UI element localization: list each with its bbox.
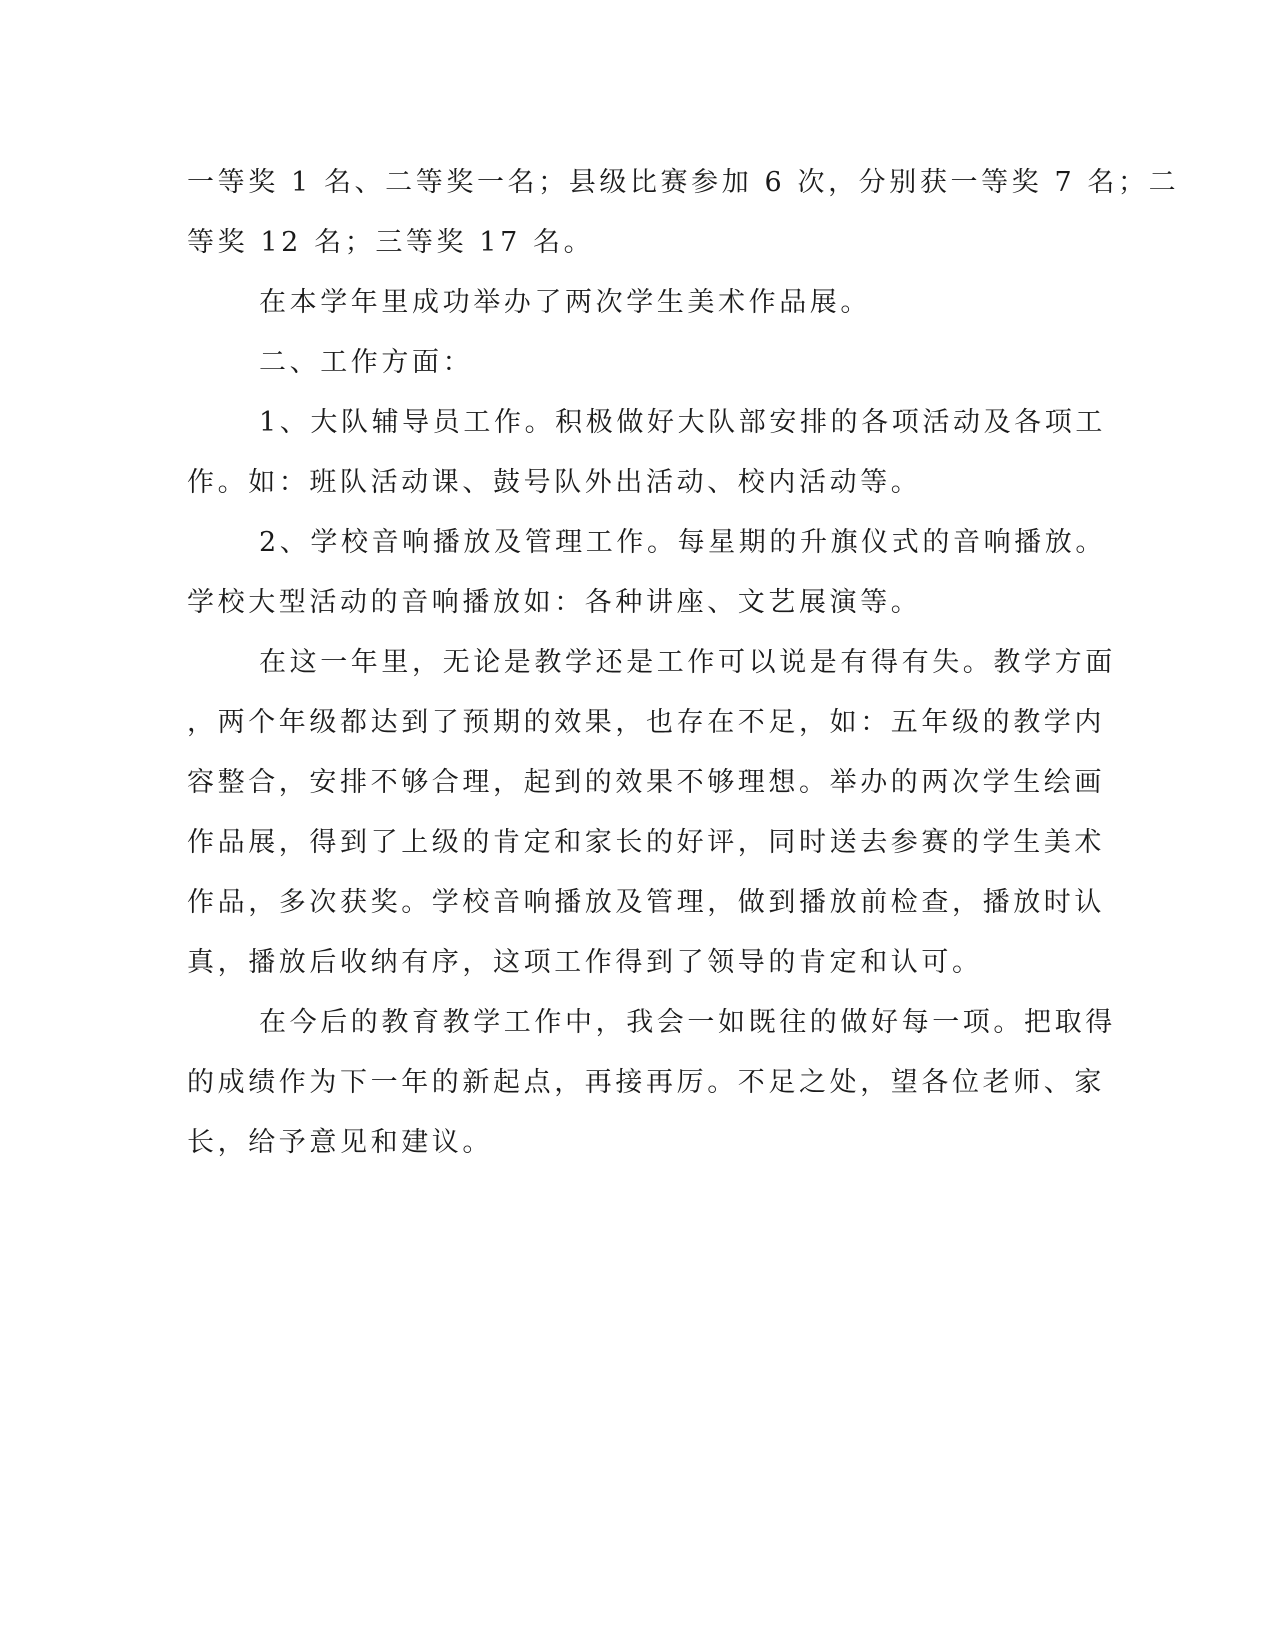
- section-heading-work: [187, 333, 1087, 393]
- text-line: 容整合，安排不够合理，起到的效果不够理想。举办的两次学生绘画: [187, 767, 1105, 798]
- text-line: 等奖 12 名；三等奖 17 名。: [187, 227, 595, 258]
- text-line: 作品，多次获奖。学校音响播放及管理，做到播放前检查，播放时认: [187, 887, 1105, 918]
- text-line: 作品展，得到了上级的肯定和家长的好评，同时送去参赛的学生美术: [187, 827, 1105, 858]
- paragraph-brigade-counselor: [187, 393, 1106, 513]
- section-heading: 二、工作方面：: [259, 347, 474, 378]
- text-line: 一等奖 1 名、二等奖一名；县级比赛参加 6 次，分别获一等奖 7 名；二: [187, 167, 1180, 198]
- text-line: 长，给予意见和建议。: [187, 1127, 493, 1158]
- text-line: 2、学校音响播放及管理工作。每星期的升旗仪式的音响播放。: [259, 527, 1106, 558]
- text-line: 学校大型活动的音响播放如：各种讲座、文艺展演等。: [187, 587, 922, 618]
- text-line: 在这一年里，无论是教学还是工作可以说是有得有失。教学方面: [259, 647, 1116, 678]
- text-line: 作。如：班队活动课、鼓号队外出活动、校内活动等。: [187, 467, 922, 498]
- text-line: ，两个年级都达到了预期的效果，也存在不足，如：五年级的教学内: [187, 707, 1105, 738]
- paragraph-audio-management: [187, 513, 1106, 633]
- paragraph-awards-continued: [187, 153, 1180, 273]
- text-line: 的成绩作为下一年的新起点，再接再厉。不足之处，望各位老师、家: [187, 1067, 1105, 1098]
- document-body: [187, 153, 1180, 1173]
- paragraph-future-plans: [187, 993, 1116, 1173]
- text-line: 在本学年里成功举办了两次学生美术作品展。: [259, 287, 871, 318]
- paragraph-art-exhibition: [187, 273, 1087, 333]
- text-line: 在今后的教育教学工作中，我会一如既往的做好每一项。把取得: [259, 1007, 1116, 1038]
- text-line: 1、大队辅导员工作。积极做好大队部安排的各项活动及各项工: [259, 407, 1106, 438]
- paragraph-year-review: [187, 633, 1116, 993]
- text-line: 真，播放后收纳有序，这项工作得到了领导的肯定和认可。: [187, 947, 983, 978]
